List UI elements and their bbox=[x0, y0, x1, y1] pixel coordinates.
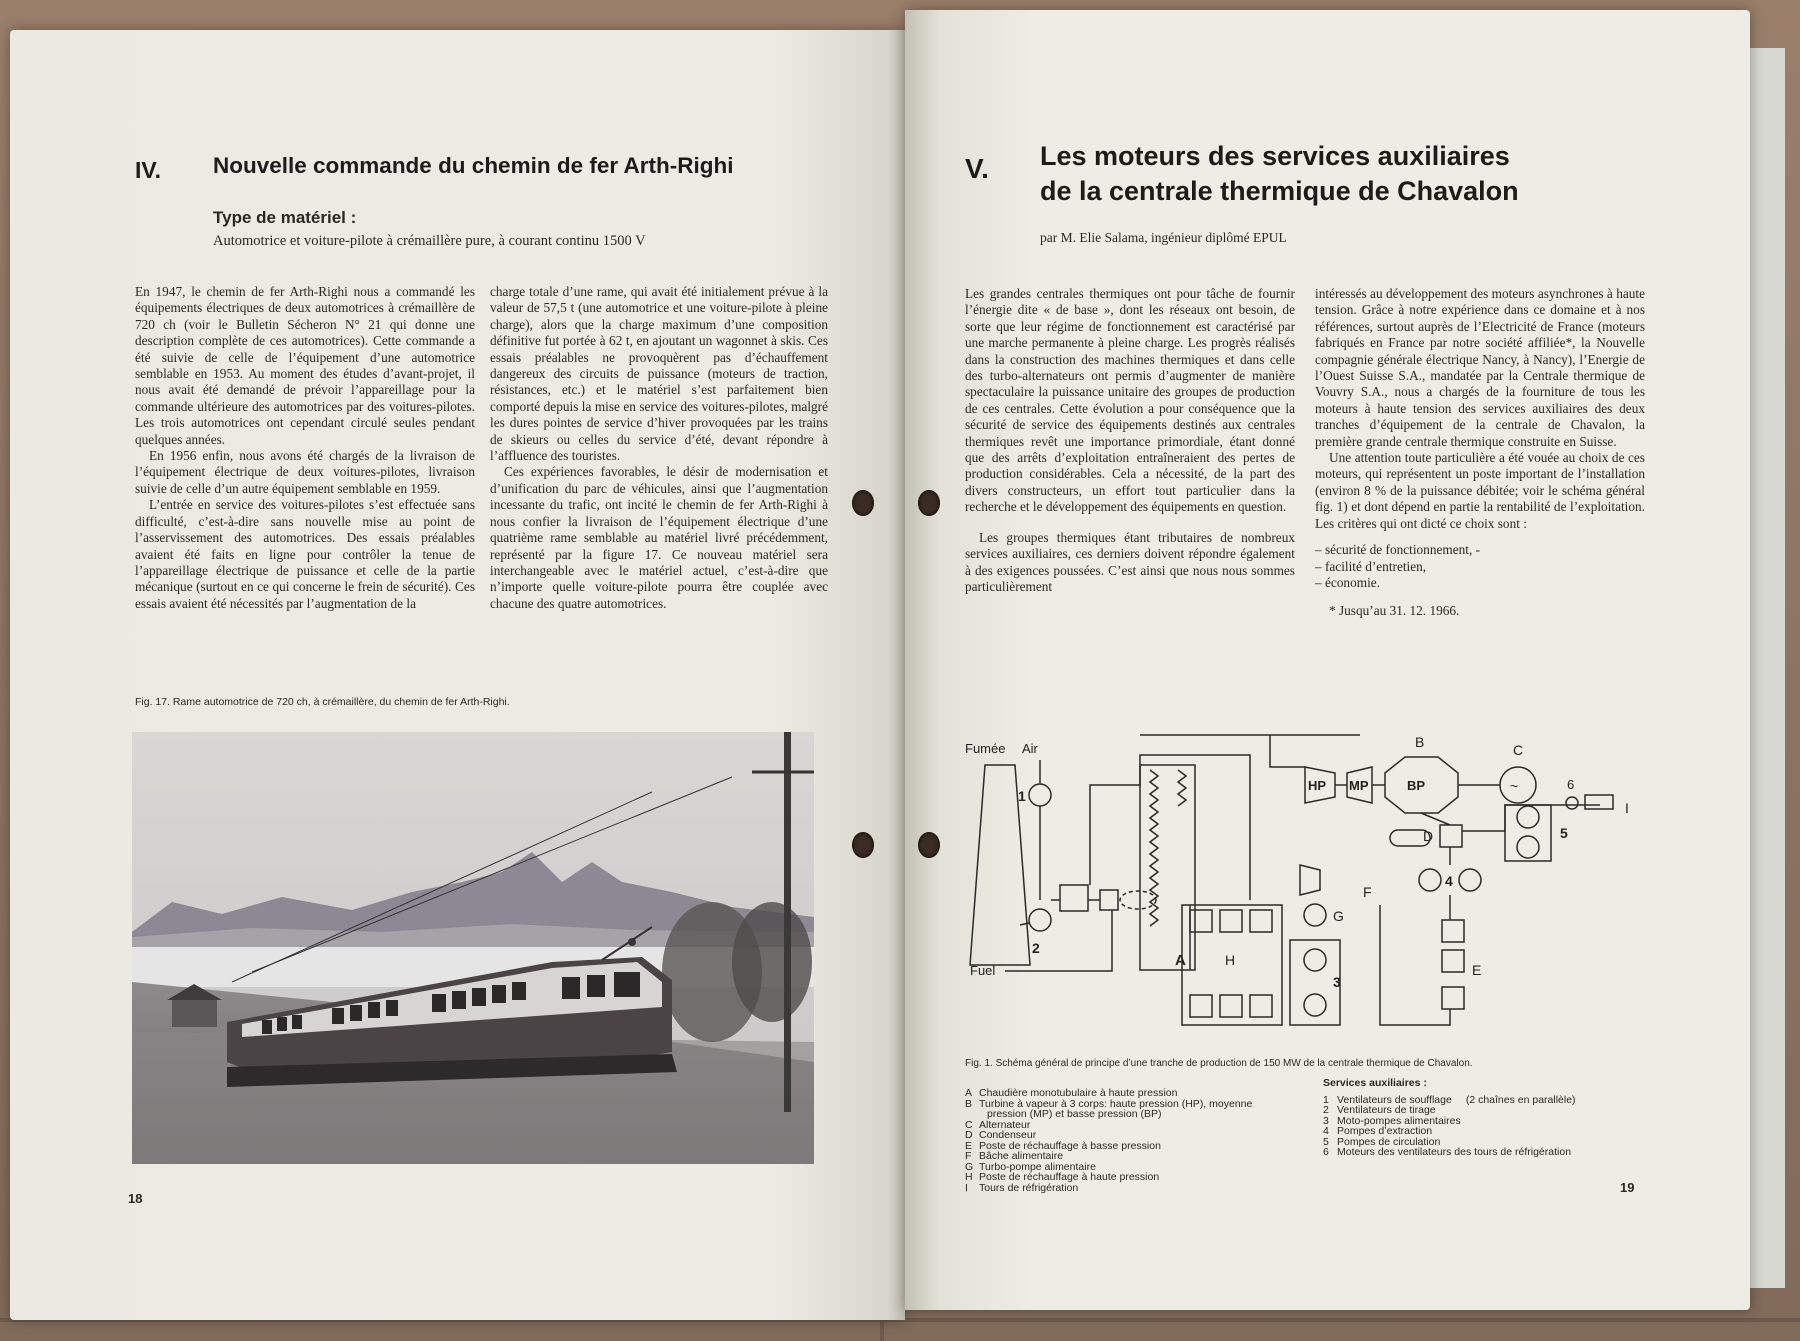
legend-row: G Turbo-pompe alimentaire bbox=[965, 1160, 1096, 1173]
label-fuel: Fuel bbox=[970, 963, 996, 978]
label-4: 4 bbox=[1445, 873, 1453, 889]
pump-4b-icon bbox=[1459, 869, 1481, 891]
label-fumee: Fumée bbox=[965, 741, 1006, 756]
reheater-coil bbox=[1178, 770, 1186, 806]
footnote: * Jusqu’au 31. 12. 1966. bbox=[1329, 603, 1460, 619]
label-b: B bbox=[1415, 734, 1425, 750]
legend-bracket-note: (2 chaînes en parallèle) bbox=[1465, 1093, 1576, 1106]
feed-pump-g-icon bbox=[1304, 904, 1326, 926]
criteria-list bbox=[1315, 542, 1645, 591]
legend-row: I Tours de réfrigération bbox=[965, 1181, 1079, 1194]
legend-row: H Poste de réchauffage à haute pression bbox=[965, 1171, 1160, 1183]
paragraph: En 1956 enfin, nous avons été chargés de la livraison de l’équipement électrique de deux voitures-pilotes, livraison suivie de celle d’un autre équipement semblable en 1959. bbox=[135, 448, 475, 496]
label-1: 1 bbox=[1018, 788, 1026, 804]
paragraph: Les grandes centrales thermiques ont pour tâche de fournir l’énergie dite « de base », dont les réseaux ont besoin, de sorte que leur régime de fonctionnement est caractérisé par une marche permanente à pleine charge. Les progrès réalisés dans la construction des machines thermiques et dans celle des turbo-alternateurs ont permis d’augmenter de manière spectaculaire la puissance unitaire des groupes de production de ces centrales. Cette évolution a pour conséquence que la sécurité de service des équipements destinés aux centrales thermiques revêt une importance primordiale, étant donné que des arrêts d’exploitation entraîneraient des pertes de production considérables. Cela a nécessité, de la part des divers constructeurs, un effort tout particulier dans la recherche et le développement des équipements en question. bbox=[965, 286, 1295, 515]
heater-h-box bbox=[1190, 995, 1212, 1017]
fan-2-icon bbox=[1029, 909, 1051, 931]
legend-row: 3 Moto-pompes alimentaires bbox=[1323, 1114, 1461, 1127]
label-hp: HP bbox=[1308, 778, 1327, 793]
heater-h-box bbox=[1250, 995, 1272, 1017]
paragraph: Les groupes thermiques étant tributaires de nombreux services auxiliaires, ces derniers doivent répondre également à des exigences poussées. C’est ainsi que nous nous sommes particulièrement bbox=[965, 529, 1295, 594]
heater-e1-box bbox=[1442, 920, 1464, 942]
paragraph: intéressés au développement des moteurs asynchrones à haute tension. Grâce à notre expérience dans ce domaine et à nos références, surtout auprès de l’Electricité de France (moteurs fabriqués en France par notre société affiliée*, la Nouvelle compagnie générale électrique Nancy, à Nancy), l’Energie de l’Ouest Suisse S.A., mandatée par la Centrale thermique de Vouvry S.A., nous a chargés de la fourniture de tous les moteurs à haute tension des services auxiliaires des deux tranches d’équipement de la centrale de Chavalon, la première grande centrale thermique construite en Suisse. bbox=[1315, 286, 1645, 449]
paragraph: L’entrée en service des voitures-pilotes s’est effectuée sans difficulté, c’est-à-dire sans nouvelle mise au point de l’asservissement des automotrices. Des essais préalables avaient été faits en ligne pour contrôler la tenue de l’appareillage électrique de puissance et celle de la partie mécanique (surtout en ce qui concerne le frein de sécurité). Ces essais avaient été nécessités par l’augmentation de la bbox=[135, 497, 475, 611]
label-3: 3 bbox=[1333, 974, 1341, 990]
alternator-symbol: ~ bbox=[1510, 778, 1519, 794]
legend-row: B Turbine à vapeur à 3 corps: haute pression (HP), moyenne bbox=[965, 1097, 1253, 1110]
floor-seam bbox=[880, 1318, 884, 1341]
fan-6-icon bbox=[1566, 797, 1578, 809]
paragraph: Ces expériences favorables, le désir de modernisation et d’unification du parc de véhicules, ainsi que l’augmentation incessante du trafic, ont incité le chemin de fer Arth-Righi à nous confier la livraison de l’équipement électrique d’une quatrième rame semblable au matériel livré précédemment, représenté par la figure 17. Ce nouveau matériel sera interchangeable avec le matériel actuel, c’est-à-dire que n’importe quelle voiture-pilote pourra être couplée avec chacune des quatre automotrices. bbox=[490, 464, 828, 611]
legend-row: 5 Pompes de circulation bbox=[1323, 1135, 1441, 1148]
text-column-1 bbox=[965, 286, 1295, 595]
legend-title: Services auxiliaires : bbox=[1323, 1077, 1427, 1089]
train-photograph bbox=[132, 732, 814, 1164]
legend-row: F Bâche alimentaire bbox=[965, 1150, 1064, 1162]
heater-e3-box bbox=[1442, 987, 1464, 1009]
label-d: D bbox=[1423, 828, 1434, 844]
label-a: A bbox=[1175, 952, 1186, 969]
text-column-2 bbox=[1315, 286, 1645, 620]
power-plant-schematic bbox=[960, 725, 1690, 1055]
legend-row: E Poste de réchauffage à basse pression bbox=[965, 1139, 1161, 1152]
label-2: 2 bbox=[1032, 940, 1040, 956]
label-f: F bbox=[1363, 884, 1372, 900]
label-6: 6 bbox=[1567, 777, 1575, 792]
pump-5b-icon bbox=[1517, 836, 1539, 858]
figure-caption: Fig. 17. Rame automotrice de 720 ch, à crémaillère, du chemin de fer Arth-Righi. bbox=[135, 696, 510, 708]
material-heading: Type de matériel : bbox=[213, 208, 357, 227]
heater-h-box bbox=[1220, 910, 1242, 932]
list-item: – économie. bbox=[1315, 574, 1380, 590]
condenser-box bbox=[1440, 825, 1462, 847]
label-5: 5 bbox=[1560, 825, 1568, 841]
pump-3a-icon bbox=[1304, 949, 1326, 971]
legend-row: 2 Ventilateurs de tirage bbox=[1323, 1104, 1436, 1116]
paragraph: En 1947, le chemin de fer Arth-Righi nous a commandé les équipements électriques de deux automotrices à crémaillère de 720 ch (voir le Bulletin Sécheron N° 21 qui donne une description complète de ces automotrices). Cette commande a été suivie de celle de l’équipement d’une automotrice semblable en 1953. Au moment des études d’avant-projet, il nous avait été demandé de prévoir l’appareillage pour la commande ultérieure des automotrices par des voitures-pilotes. Les trois automotrices ont cependant circulé seules pendant quelques années. bbox=[135, 284, 475, 447]
byline: par M. Elie Salama, ingénieur diplômé EPUL bbox=[1040, 230, 1287, 245]
fan-1-icon bbox=[1029, 784, 1051, 806]
page-title bbox=[1040, 139, 1519, 209]
page-title: Nouvelle commande du chemin de fer Arth-Righi bbox=[213, 153, 734, 178]
list-item: – facilité d’entretien, bbox=[1315, 558, 1427, 574]
binder-hole bbox=[852, 490, 874, 516]
heater-h-box bbox=[1220, 995, 1242, 1017]
section-number: V. bbox=[965, 153, 989, 184]
text-column-2 bbox=[490, 284, 828, 612]
heater-h-box bbox=[1250, 910, 1272, 932]
label-g: G bbox=[1333, 908, 1344, 924]
label-mp: MP bbox=[1349, 778, 1369, 793]
burner-box bbox=[1100, 890, 1118, 910]
binder-hole bbox=[918, 832, 940, 858]
turbo-pump-shape bbox=[1300, 865, 1320, 895]
flame-shape bbox=[1120, 891, 1156, 909]
pump-3b-icon bbox=[1304, 994, 1326, 1016]
boiler-a-box bbox=[1140, 765, 1195, 970]
preheater-box bbox=[1060, 885, 1088, 911]
paragraph: Une attention toute particulière a été vouée au choix de ces moteurs, qui représentent un poste important de l’installation (environ 8 % de la puissance débitée; voir le schéma général fig. 1) et dont dépend en partie la rentabilité de l’exploitation. Les critères qui ont dicté ce choix sont : bbox=[1315, 450, 1645, 531]
legend-auxiliary bbox=[1323, 1078, 1576, 1158]
train-photo-image bbox=[132, 732, 814, 1164]
paragraph: charge totale d’une rame, qui avait été initialement prévue à la valeur de 57,5 t (une automotrice et une voiture-pilote à pleine charge), alors que la charge maximum d’une composition définitive fut portée à 62 t, en ajoutant un wagonnet à skis. Ces essais préalables ne provoquèrent pas d’échauffement dangereux des circuits de puissance (moteurs de traction, résistances, etc.) et le matériel s’est parfaitement bien comporté depuis la mise en service des voitures-pilotes, malgré les dures pointes de service d’hiver provoquées par les trains de skieurs ou celles du service d’été, devant répondre à l’affluence des touristes. bbox=[490, 284, 828, 464]
label-air: Air bbox=[1022, 741, 1038, 756]
legend-row: D Condenseur bbox=[965, 1129, 1037, 1141]
title-line: de la centrale thermique de Chavalon bbox=[1040, 176, 1519, 206]
title-line: Les moteurs des services auxiliaires bbox=[1040, 141, 1510, 171]
boiler-coil bbox=[1150, 770, 1158, 926]
legend-row: 4 Pompes d’extraction bbox=[1323, 1125, 1433, 1137]
page-number: 18 bbox=[128, 1191, 143, 1206]
label-i: I bbox=[1625, 800, 1629, 816]
legend-components bbox=[965, 1088, 1252, 1193]
pump-5-frame bbox=[1505, 805, 1551, 861]
legend-row: 1 Ventilateurs de soufflage (2 chaînes en parallèle) bbox=[1323, 1093, 1576, 1106]
legend-row: A Chaudière monotubulaire à haute pression bbox=[965, 1087, 1178, 1099]
label-e: E bbox=[1472, 962, 1482, 978]
page-number: 19 bbox=[1620, 1180, 1635, 1195]
heater-h-box bbox=[1190, 910, 1212, 932]
label-h: H bbox=[1225, 952, 1236, 968]
figure-caption: Fig. 1. Schéma général de principe d’une tranche de production de 150 MW de la centrale thermique de Chavalon. bbox=[965, 1058, 1473, 1069]
material-description: Automotrice et voiture-pilote à crémaillère pure, à courant continu 1500 V bbox=[213, 233, 646, 249]
cooling-tower-box bbox=[1585, 795, 1613, 809]
pump-5a-icon bbox=[1517, 806, 1539, 828]
binder-hole bbox=[918, 490, 940, 516]
binder-hole bbox=[852, 832, 874, 858]
legend-row: C Alternateur bbox=[965, 1118, 1031, 1131]
label-c: C bbox=[1513, 742, 1524, 758]
right-page bbox=[905, 10, 1750, 1310]
list-item: – sécurité de fonctionnement, - bbox=[1315, 542, 1481, 558]
text-column-1 bbox=[135, 284, 475, 612]
pump-4a-icon bbox=[1419, 869, 1441, 891]
legend-row: pression (MP) et basse pression (BP) bbox=[987, 1108, 1162, 1120]
section-number: IV. bbox=[135, 157, 162, 183]
legend-row: 6 Moteurs des ventilateurs des tours de réfrigération bbox=[1323, 1146, 1572, 1158]
heater-e2-box bbox=[1442, 950, 1464, 972]
label-bp: BP bbox=[1407, 778, 1426, 793]
